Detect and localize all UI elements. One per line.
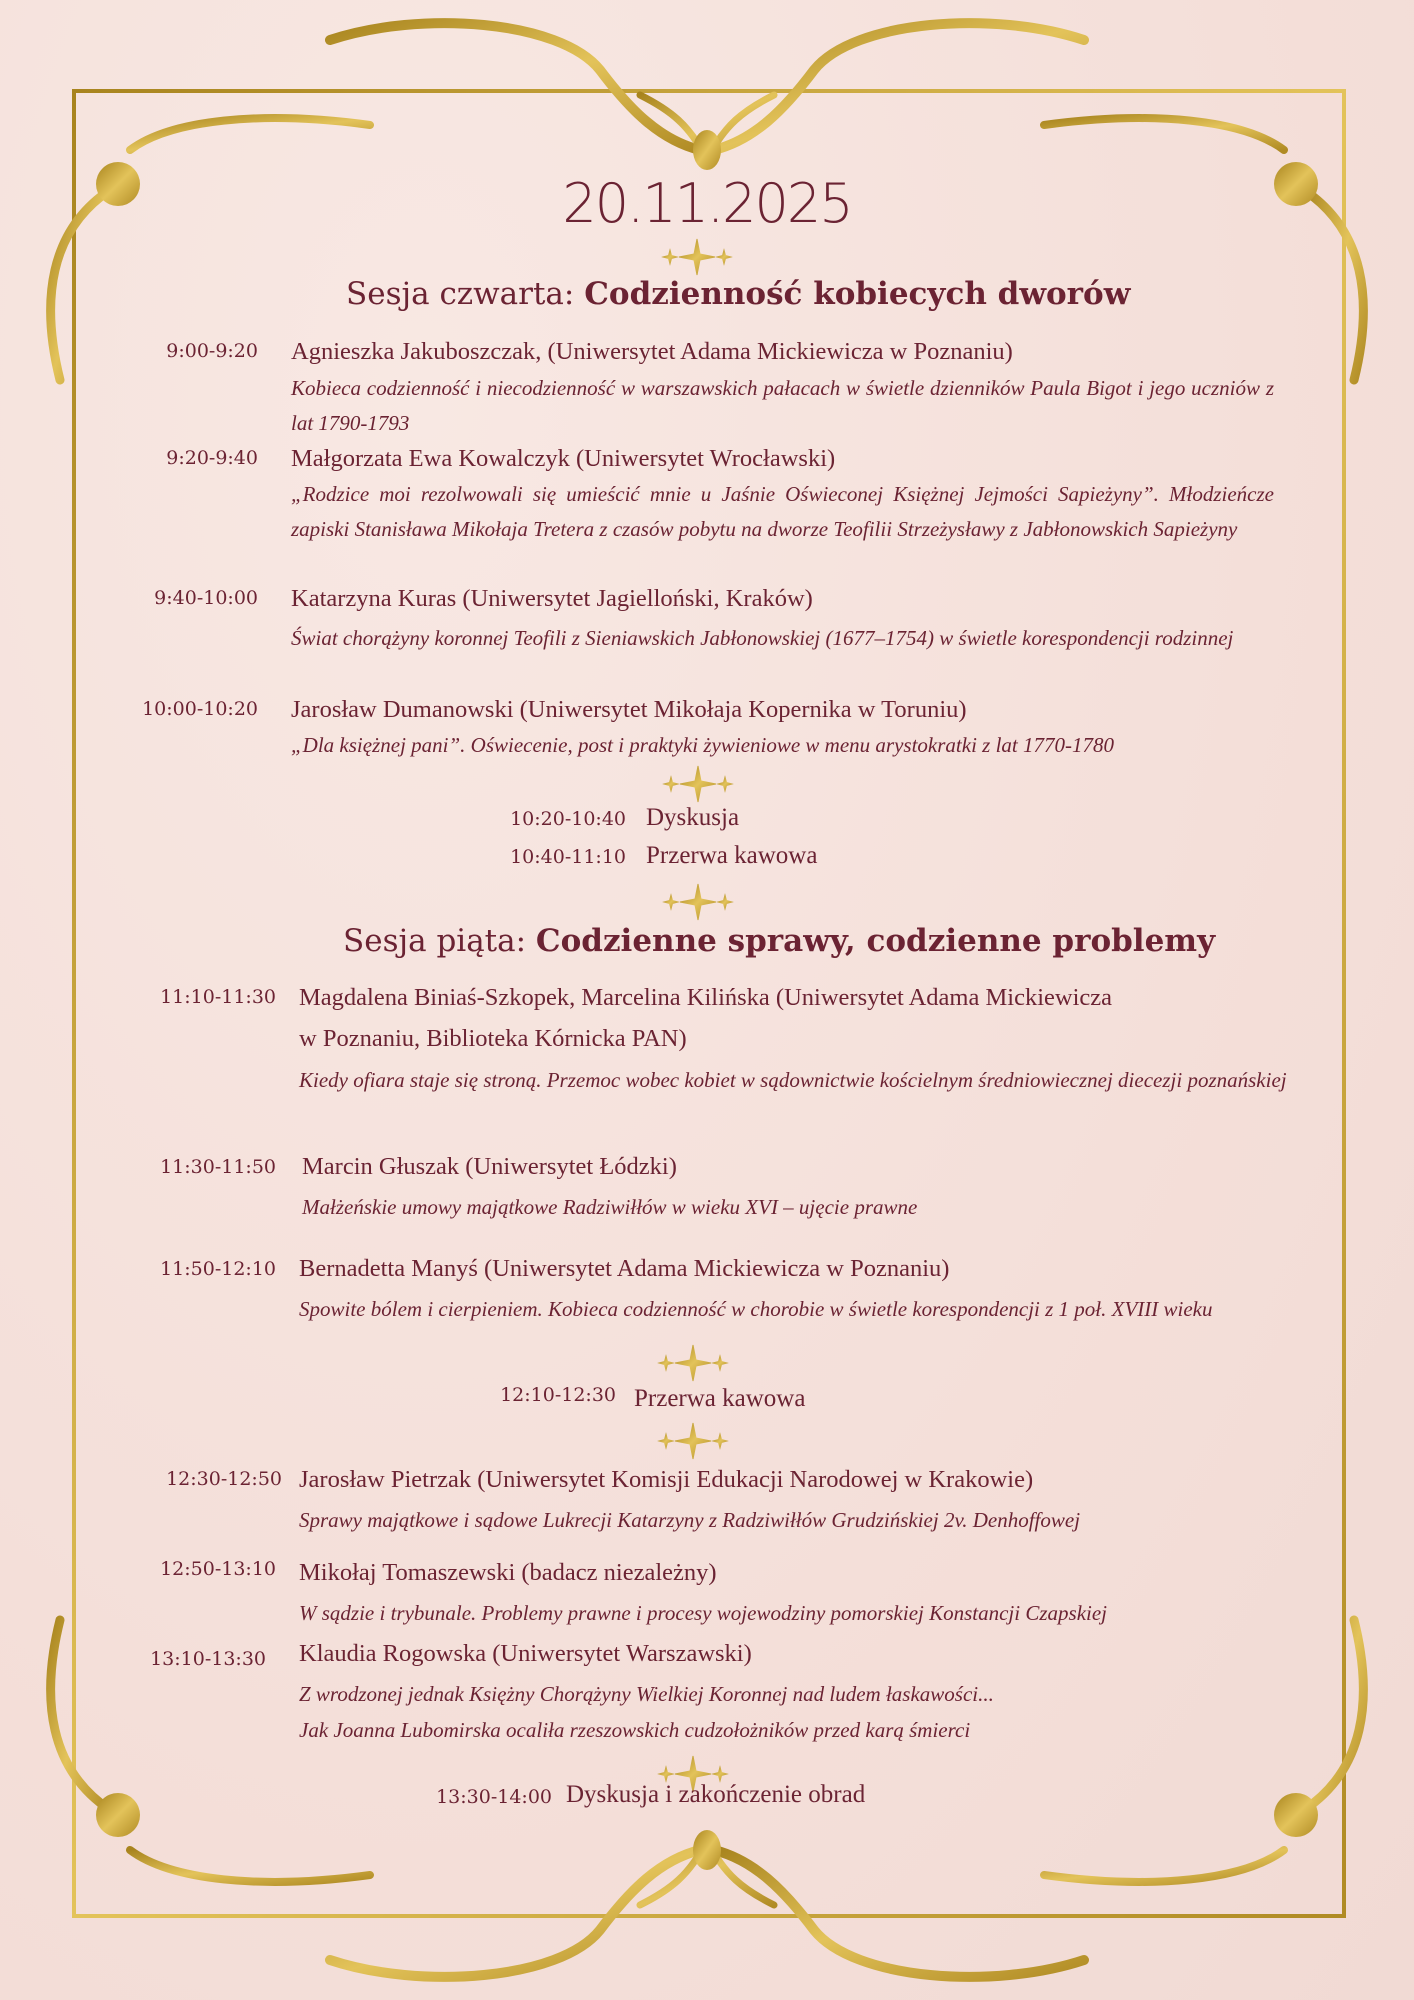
session-5-heading bbox=[343, 923, 1215, 959]
divider-3 bbox=[466, 1345, 920, 1381]
divider-2 bbox=[476, 884, 920, 920]
talk-speaker: Małgorzata Ewa Kowalczyk (Uniwersytet Wrocławski) bbox=[291, 445, 836, 472]
talk-title: „Dla księżnej pani”. Oświecenie, post i praktyki żywieniowe w menu arystokratki z lat 1770-1780 bbox=[291, 733, 1114, 757]
discussion-time: 10:20-10:40 bbox=[510, 808, 626, 830]
talk-time: 11:10-11:30 bbox=[160, 986, 276, 1008]
session-4-prefix: Sesja czwarta: bbox=[346, 276, 585, 312]
bottom-right-dot bbox=[1274, 1793, 1318, 1837]
talk-speaker: Katarzyna Kuras (Uniwersytet Jagielloński, Kraków) bbox=[291, 585, 813, 612]
talk-title: Sprawy majątkowe i sądowe Lukrecji Katarzyny z Radziwiłłów Grudzińskiej 2v. Denhoffowej bbox=[299, 1508, 1081, 1532]
talk-title: Kiedy ofiara staje się stroną. Przemoc wobec kobiet w sądownictwie kościelnym średniowiecznej diecezji poznańskiej bbox=[299, 1068, 1287, 1092]
talk-speaker: Magdalena Biniaś-Szkopek, Marcelina Kilińska (Uniwersytet Adama Mickiewicza bbox=[299, 984, 1113, 1011]
closing-label: Dyskusja i zakończenie obrad bbox=[566, 1781, 866, 1808]
talk-time: 9:00-9:20 bbox=[166, 340, 258, 362]
talk-speaker: Bernadetta Manyś (Uniwersytet Adama Mickiewicza w Poznaniu) bbox=[299, 1255, 950, 1282]
bottom-center-drop bbox=[693, 1830, 721, 1870]
closing-time: 13:30-14:00 bbox=[436, 1786, 552, 1808]
talk-title: Świat chorążyny koronnej Teofili z Sieniawskich Jabłonowskiej (1677–1754) w świetle korespondencji rodzinnej bbox=[291, 626, 1234, 650]
talk-time: 11:50-12:10 bbox=[160, 1258, 276, 1280]
bottom-left-dot bbox=[96, 1793, 140, 1837]
coffee-break-time: 12:10-12:30 bbox=[500, 1384, 616, 1406]
talk-speaker: Agnieszka Jakuboszczak, (Uniwersytet Adama Mickiewicza w Poznaniu) bbox=[291, 338, 1013, 365]
divider-4 bbox=[486, 1423, 900, 1459]
talk-title: Spowite bólem i cierpieniem. Kobieca codzienność w chorobie w świetle korespondencji z 1 poł. XVIII wieku bbox=[299, 1297, 1213, 1321]
talk-time: 10:00-10:20 bbox=[142, 698, 258, 720]
top-center-drop bbox=[693, 130, 721, 170]
divider-1 bbox=[476, 766, 920, 802]
discussion-label: Dyskusja bbox=[646, 804, 740, 831]
coffee-break-label: Przerwa kawowa bbox=[634, 1385, 806, 1412]
talk-time: 9:20-9:40 bbox=[166, 447, 258, 469]
talk-speaker: Jarosław Dumanowski (Uniwersytet Mikołaja Kopernika w Toruniu) bbox=[291, 696, 967, 723]
event-date: 20.11.2025 bbox=[562, 172, 852, 235]
session-5-name: Codzienne sprawy, codzienne problemy bbox=[535, 923, 1216, 959]
talk-time: 12:30-12:50 bbox=[166, 1468, 282, 1490]
talk-title: Z wrodzonej jednak Księżny Chorążyny Wielkiej Koronnej nad ludem łaskawości... bbox=[299, 1682, 994, 1706]
talk-speaker: Klaudia Rogowska (Uniwersytet Warszawski) bbox=[299, 1640, 752, 1667]
talk-time: 9:40-10:00 bbox=[154, 587, 258, 609]
coffee-break-time: 10:40-11:10 bbox=[510, 846, 626, 868]
talk-speaker-continued: w Poznaniu, Biblioteka Kórnicka PAN) bbox=[299, 1025, 687, 1052]
talk-title-continued: Jak Joanna Lubomirska ocaliła rzeszowskich cudzołożników przed karą śmierci bbox=[299, 1718, 971, 1742]
talk-time: 11:30-11:50 bbox=[160, 1156, 276, 1178]
talk-speaker: Jarosław Pietrzak (Uniwersytet Komisji Edukacji Narodowej w Krakowie) bbox=[299, 1466, 1034, 1493]
divider-date bbox=[490, 239, 904, 275]
talk-title: W sądzie i trybunale. Problemy prawne i procesy wojewodziny pomorskiej Konstancji Czapskiej bbox=[299, 1601, 1108, 1625]
talk-time: 13:10-13:30 bbox=[150, 1648, 266, 1670]
session-4-name: Codzienność kobiecych dworów bbox=[584, 276, 1131, 312]
talk-speaker: Mikołaj Tomaszewski (badacz niezależny) bbox=[299, 1559, 717, 1586]
session-5-prefix: Sesja piąta: bbox=[343, 923, 536, 959]
talk-speaker: Marcin Głuszak (Uniwersytet Łódzki) bbox=[302, 1153, 677, 1180]
talk-title: Małżeńskie umowy majątkowe Radziwiłłów w wieku XVI – ujęcie prawne bbox=[302, 1195, 918, 1219]
session-4-heading bbox=[346, 276, 1130, 312]
talk-title: „Rodzice moi rezolwowali się umieścić mnie u Jaśnie Oświeconej Księżnej Jejmości Sapieżyny”. Młodzieńcze zapiski Stanisława Mikołaja Tretera z czasów pobytu na dworze Teofilii Strzeżysławy z Jabłonowskich Sapieżyny bbox=[291, 482, 1274, 541]
talk-title: Kobieca codzienność i niecodzienność w warszawskich pałacach w świetle dzienników Paula Bigot i jego uczniów z lat 1790-1793 bbox=[291, 376, 1274, 435]
talk-time: 12:50-13:10 bbox=[160, 1558, 276, 1580]
coffee-break-label: Przerwa kawowa bbox=[646, 842, 818, 869]
